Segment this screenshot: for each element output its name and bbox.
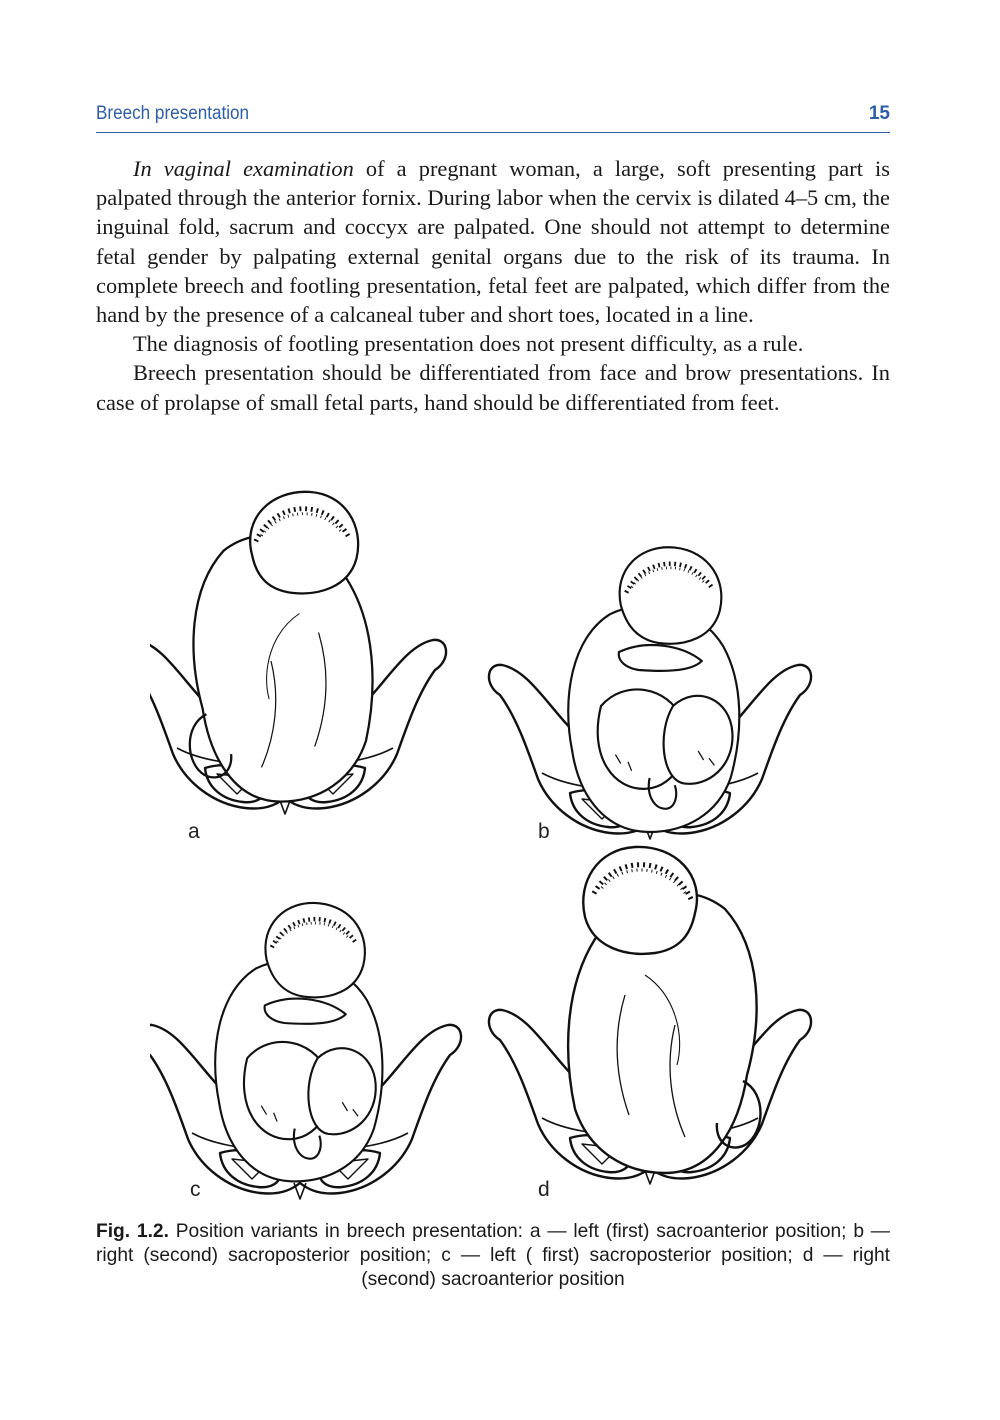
emphasis-term: In vaginal examination [133, 156, 354, 181]
paragraph-differentiation: Breech presentation should be differentiated from face and brow presentations. In case of prolapse of small fetal parts, hand should be differentiated from feet. [96, 360, 890, 415]
paragraph-vaginal-examination [96, 154, 890, 329]
panel-label-d: d [538, 1178, 550, 1201]
figure-illustration [150, 490, 850, 1210]
panel-label-b: b [538, 820, 550, 843]
panel-c-illustration [150, 903, 461, 1199]
figure-breech-positions [150, 490, 850, 1210]
running-title: Breech presentation [96, 103, 250, 124]
running-header [96, 100, 890, 133]
body-text [96, 154, 890, 417]
figure-number: Fig. 1.2. [96, 1221, 169, 1242]
panel-b-illustration [489, 547, 811, 839]
figure-caption [96, 1220, 890, 1292]
page-number: 15 [868, 103, 890, 124]
caption-text: Position variants in breech presentation: a — left (first) sacroanterior position; b — right (second) sacroposterior position; c — left ( first) sacroposterior position; d — right (second) sacroanterior position [96, 1221, 890, 1290]
paragraph-footling-diagnosis: The diagnosis of footling presentation does not present difficulty, as a rule. [133, 331, 804, 357]
panel-label-c: c [190, 1178, 201, 1201]
panel-a-illustration [150, 492, 446, 814]
panel-d-illustration [489, 847, 811, 1184]
panel-label-a: a [188, 820, 200, 843]
paragraph-text: of a pregnant woman, a large, soft presenting part is palpated through the anterior fornix. During labor when the cervix is dilated 4–5 cm, the inguinal fold, sacrum and coccyx are palpated. One should not attempt to determine fetal gender by palpating external genital organs due to the risk of its trauma. In complete breech and footling presentation, fetal feet are palpated, which differ from the hand by the presence of a calcaneal tuber and short toes, located in a line. [96, 156, 890, 328]
